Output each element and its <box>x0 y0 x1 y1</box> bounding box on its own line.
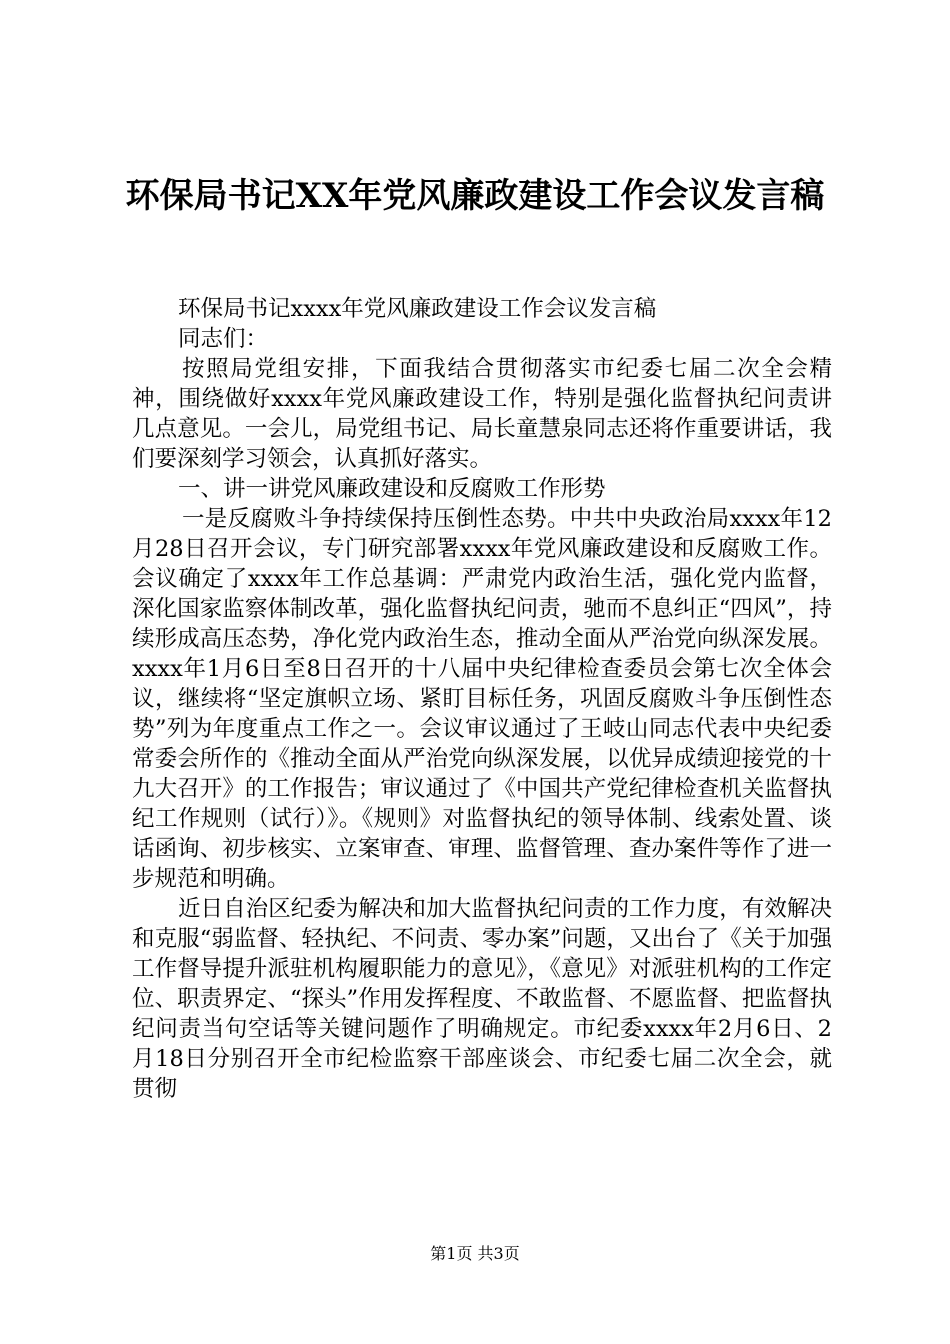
page-number-footer: 第1页 共3页 <box>430 1244 520 1263</box>
document-title: 环保局书记XX年党风廉政建设工作会议发言稿 <box>125 176 825 216</box>
paragraph-situation-2: 近日自治区纪委为解决和加大监督执纪问责的工作力度，有效解决和克服“弱监督、轻执纪、不问责、零办案”问题，又出台了《关于加强工作督导提升派驻机构履职能力的意见》，《意见》对派驻机构的工作定位、职责界定、“探头”作用发挥程度、不敢监督、不愿监督、把监督执纪问责当句空话等关键问题作了明确规定。市纪委xxxx年2月6日、2月18日分别召开全市纪检监察干部座谈会、市纪委七届二次全会，就贯彻 <box>132 896 832 1102</box>
paragraph-salutation: 同志们： <box>178 326 269 352</box>
section-heading-1: 一、讲一讲党风廉政建设和反腐败工作形势 <box>178 476 606 502</box>
document-body <box>132 294 832 1104</box>
paragraph-intro: 按照局党组安排，下面我结合贯彻落实市纪委七届二次全会精神，围绕做好xxxx年党风廉政建设工作，特别是强化监督执纪问责讲几点意见。一会儿，局党组书记、局长童慧泉同志还将作重要讲话，我们要深刻学习领会，认真抓好落实。 <box>132 356 832 472</box>
paragraph-subtitle: 环保局书记xxxx年党风廉政建设工作会议发言稿 <box>178 296 657 322</box>
paragraph-situation-1: 一是反腐败斗争持续保持压倒性态势。中共中央政治局xxxx年12月28日召开会议，专门研究部署xxxx年党风廉政建设和反腐败工作。会议确定了xxxx年工作总基调：严肃党内政治生活，强化党内监督，深化国家监察体制改革，强化监督执纪问责，驰而不息纠正“四风”，持续形成高压态势，净化党内政治生态，推动全面从严治党向纵深发展。xxxx年1月6日至8日召开的十八届中央纪律检查委员会第七次全体会议，继续将“坚定旗帜立场、紧盯目标任务，巩固反腐败斗争压倒性态势”列为年度重点工作之一。会议审议通过了王岐山同志代表中央纪委常委会所作的《推动全面从严治党向纵深发展，以优异成绩迎接党的十九大召开》的工作报告；审议通过了《中国共产党纪律检查机关监督执纪工作规则（试行）》。《规则》对监督执纪的领导体制、线索处置、谈话函询、初步核实、立案审查、审理、监督管理、查办案件等作了进一步规范和明确。 <box>132 506 832 892</box>
